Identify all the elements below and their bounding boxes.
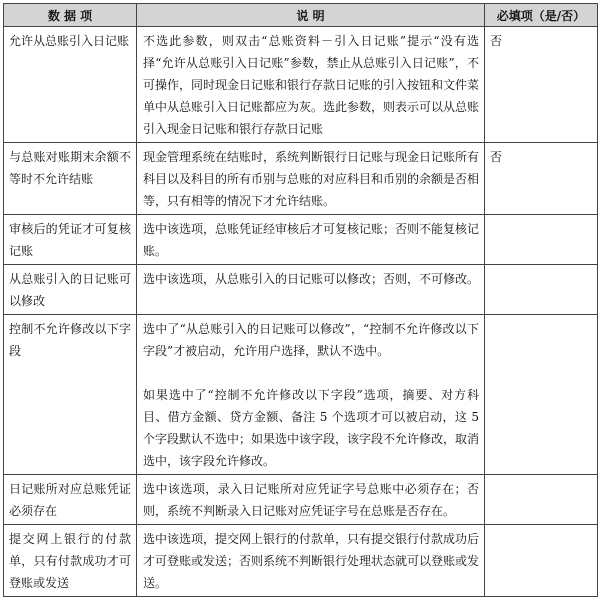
required-flag: [485, 525, 598, 597]
header-data-item: 数 据 项: [4, 4, 137, 27]
data-item-name: 控制不允许修改以下字段: [4, 315, 137, 475]
required-flag: [485, 265, 598, 315]
data-item-name: 与总账对账期末余额不等时不允许结账: [4, 143, 137, 215]
data-item-description: [137, 27, 485, 143]
data-item-name: 提交网上银行的付款单，只有付款成功才可登账或发送: [4, 525, 137, 597]
table-row: [4, 315, 598, 475]
description-paragraph: 选中该选项，提交网上银行的付款单，只有提交银行付款成功后才可登账或发送；否则系统不判断银行处理状态就可以登账或发送。: [143, 532, 480, 590]
data-item-description: [137, 525, 485, 597]
header-row: [4, 4, 598, 27]
required-flag: [485, 315, 598, 475]
table-row: [4, 525, 598, 597]
data-item-name: 从总账引入的日记账可以修改: [4, 265, 137, 315]
header-description: 说 明: [137, 4, 485, 27]
description-paragraph: 选中该选项，从总账引入的日记账可以修改；否则，不可修改。: [143, 272, 480, 286]
table-row: [4, 215, 598, 265]
description-paragraph: 不选此参数，则双击“总账资料－引入日记账”提示“没有选择“允许从总账引入日记账”参数，禁止从总账引入日记账”，不可操作，同时现金日记账和银行存款日记账的引入按钮和文件菜单中从总账引入日记账都应为灰。选此参数，则表示可以从总账引入现金日记账和银行存款日记账: [143, 34, 480, 136]
table-row: [4, 27, 598, 143]
data-item-table: [3, 3, 598, 597]
required-flag: [485, 215, 598, 265]
data-item-description: [137, 143, 485, 215]
paragraph-gap: [143, 362, 479, 384]
table-row: [4, 265, 598, 315]
data-item-description: [137, 475, 485, 525]
table-row: [4, 475, 598, 525]
header-required: 必填项（是/否）: [485, 4, 598, 27]
data-item-name: 日记账所对应总账凭证必须存在: [4, 475, 137, 525]
table-row: [4, 143, 598, 215]
data-item-name: 审核后的凭证才可复核记账: [4, 215, 137, 265]
description-paragraph: 如果选中了“控制不允许修改以下字段”选项，摘要、对方科目、借方金额、贷方金额、备注 5 个选项才可以被启动，这 5 个字段默认不选中；如果选中该字段，该字段不允许修改，取消选中，该字段允许修改。: [143, 388, 480, 468]
description-paragraph: 现金管理系统在结账时，系统判断银行日记账与现金日记账所有科目以及科目的所有币别与总账的对应科目和币别的余额是否相等，只有相等的情况下才允许结账。: [143, 150, 480, 208]
description-paragraph: 选中该选项，录入日记账所对应凭证字号总账中必须存在；否则，系统不判断录入日记账对应凭证字号在总账是否存在。: [143, 482, 479, 518]
data-item-description: [137, 265, 485, 315]
description-paragraph: 选中该选项，总账凭证经审核后才可复核记账；否则不能复核记账。: [143, 222, 480, 258]
required-flag: 否: [485, 143, 598, 215]
data-item-description: [137, 315, 485, 475]
data-item-description: [137, 215, 485, 265]
required-flag: 否: [485, 27, 598, 143]
data-item-name: 允许从总账引入日记账: [4, 27, 137, 143]
required-flag: [485, 475, 598, 525]
description-paragraph: 选中了“从总账引入的日记账可以修改”，“控制不允许修改以下字段”才被启动，允许用户选择，默认不选中。: [143, 322, 479, 358]
